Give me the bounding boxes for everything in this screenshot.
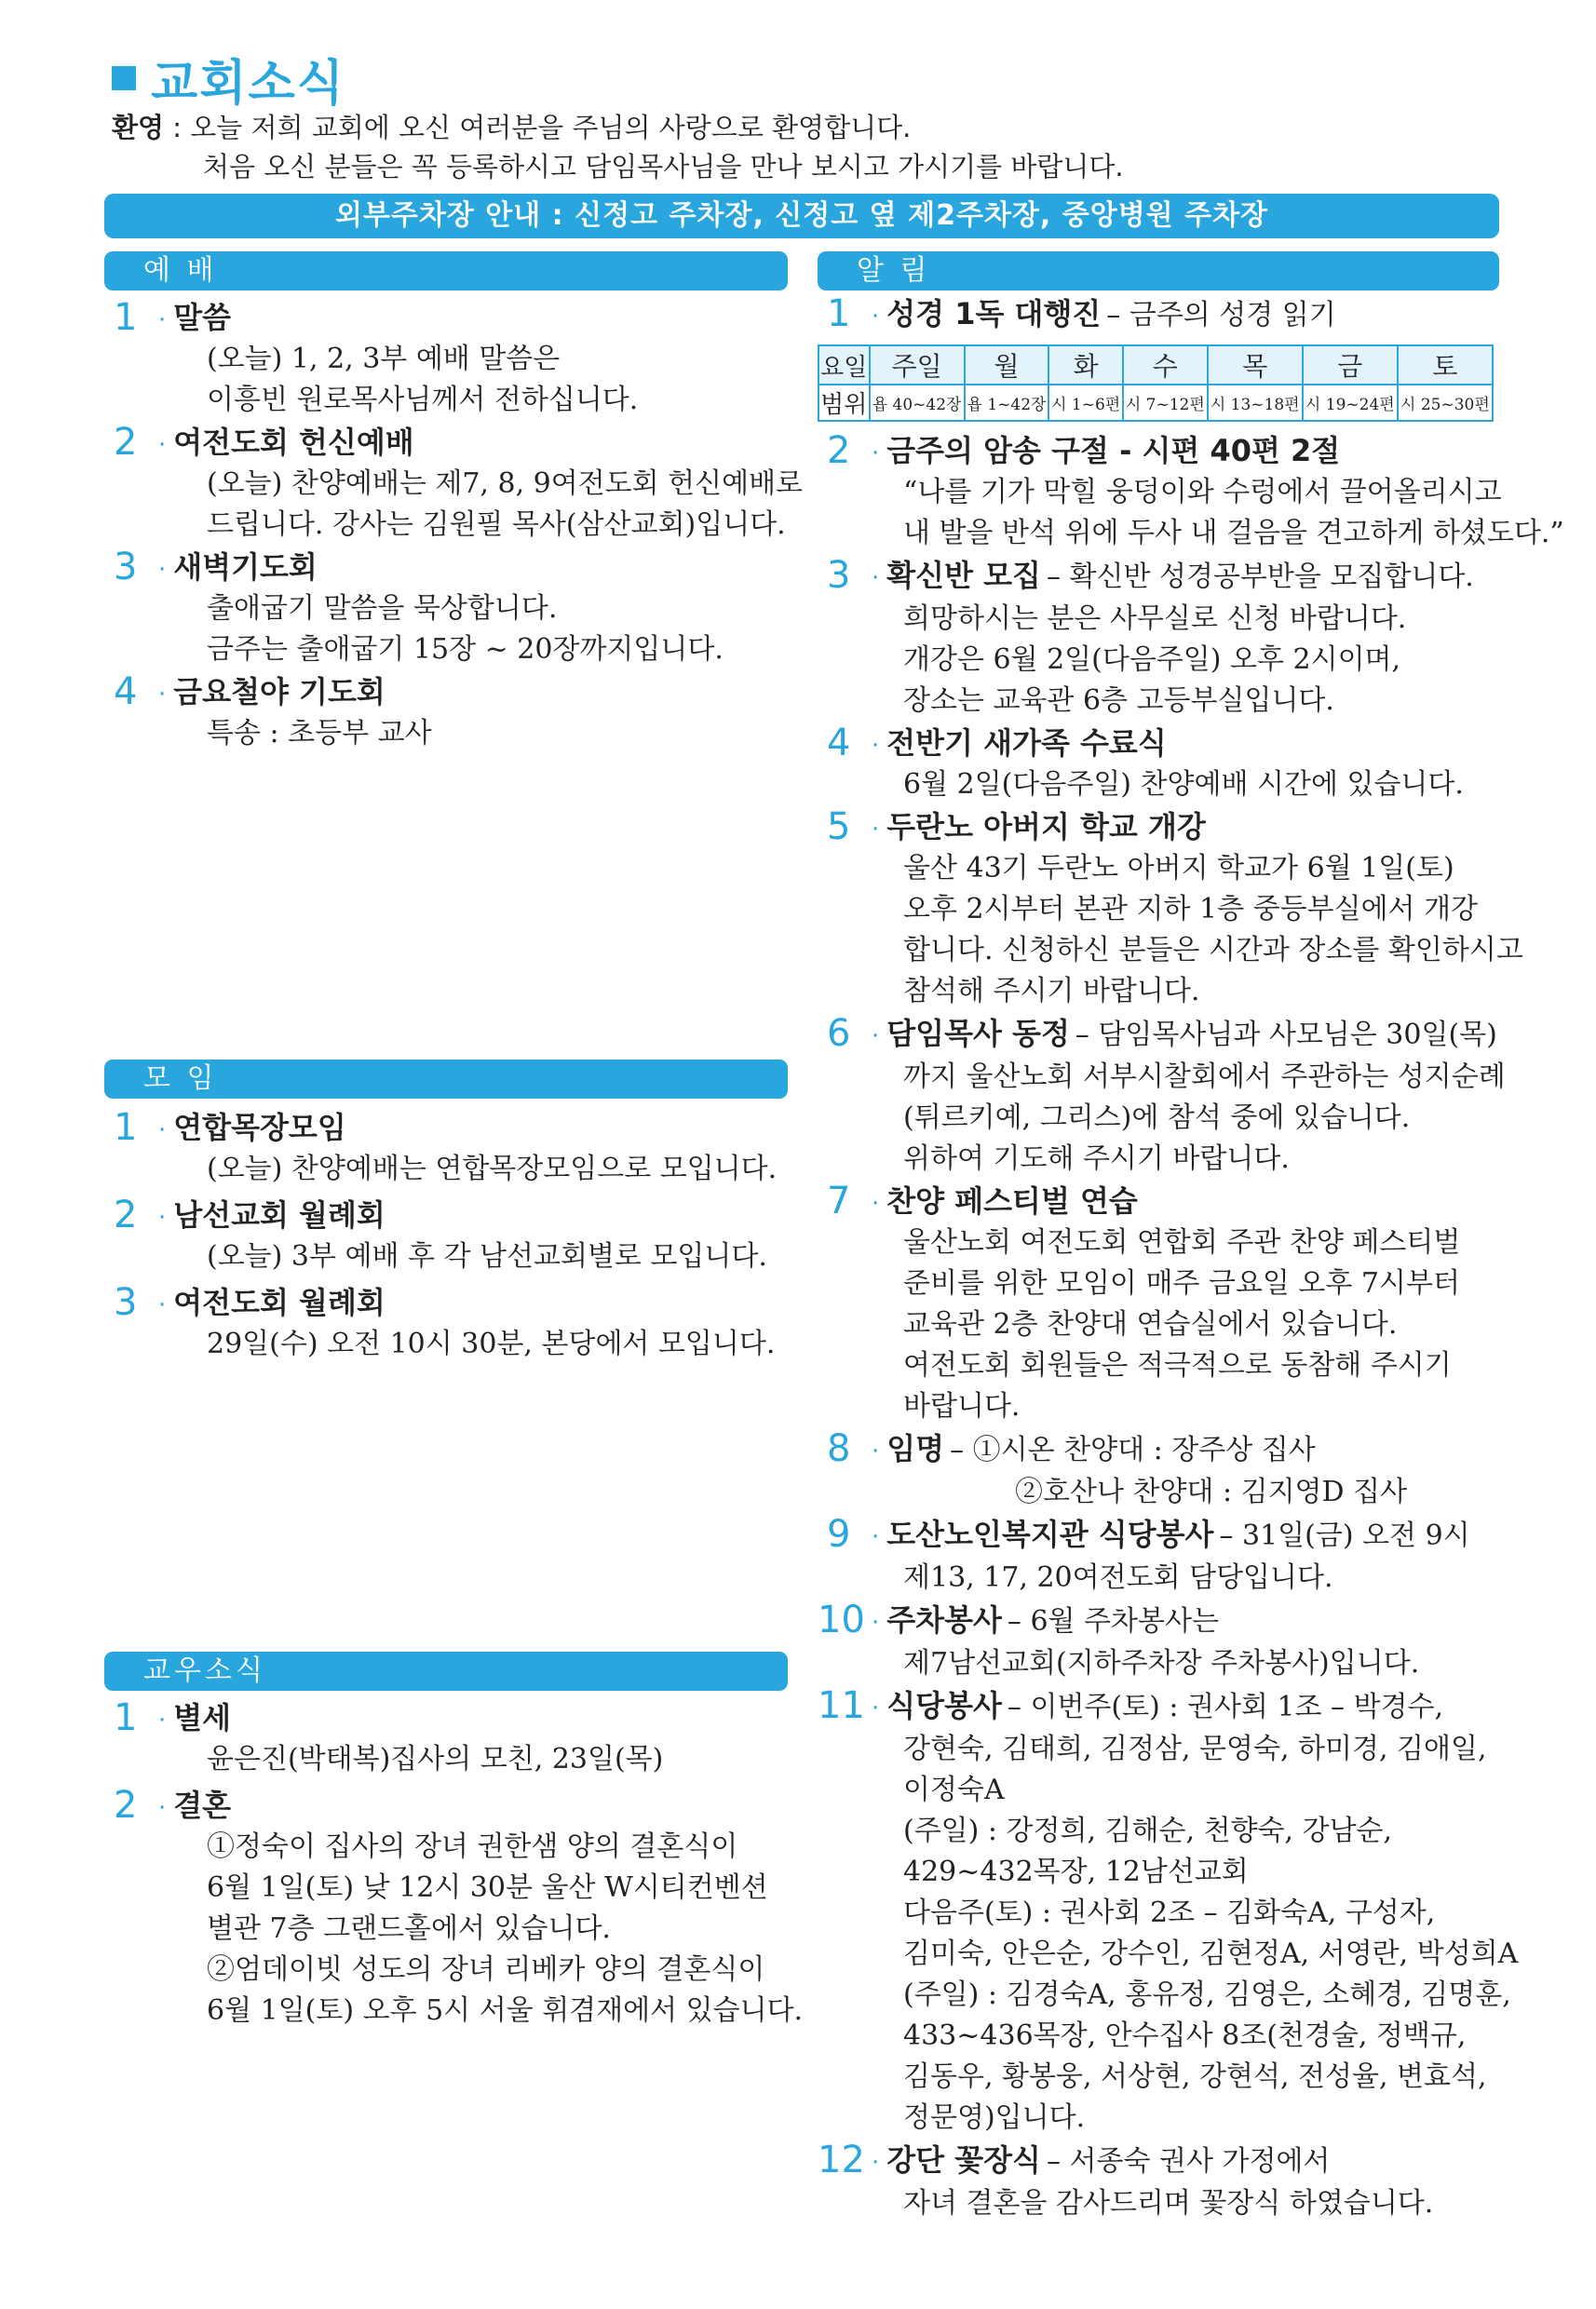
item-text-line: 희망하시는 분은 사무실로 신청 바랍니다. bbox=[903, 602, 1407, 635]
welcome-line-2: 처음 오신 분들은 꼭 등록하시고 담임목사님을 만나 보시고 가시기를 바랍니다. bbox=[203, 151, 1124, 182]
item-heading bbox=[158, 1194, 788, 1236]
item-title: 성경 1독 대행진 bbox=[886, 296, 1102, 331]
header bbox=[112, 48, 1508, 186]
item-text-line: 울산노회 여전도회 연합회 주관 찬양 페스티벌 bbox=[903, 1226, 1461, 1259]
item-text-line: ①정숙이 집사의 장녀 권한샘 양의 결혼식이 bbox=[207, 1830, 738, 1863]
item-number: 3 bbox=[114, 546, 138, 588]
item-title-detail: – 31일(금) 오전 9시 bbox=[1219, 1519, 1470, 1552]
item-text-line: ②호산나 찬양대 : 김지영D 집사 bbox=[903, 1476, 1408, 1508]
item-text-line: 개강은 6월 2일(다음주일) 오후 2시이며, bbox=[903, 643, 1401, 676]
item-number: 8 bbox=[827, 1427, 851, 1470]
dot-separator: · bbox=[158, 1707, 167, 1735]
list-item bbox=[818, 1684, 1519, 2139]
square-bullet-icon bbox=[112, 66, 136, 90]
schedule-range-cell: 욥 40~42장 bbox=[870, 385, 965, 421]
list-item bbox=[818, 1599, 1499, 1684]
item-text-line: (오늘) 1, 2, 3부 예배 말씀은 bbox=[207, 343, 561, 375]
item-title: 별세 bbox=[173, 1700, 232, 1735]
item-text-line: 김미숙, 안은순, 강수인, 김현정A, 서영란, 박성희A bbox=[903, 1938, 1519, 1970]
title-row bbox=[112, 48, 1508, 112]
list-item bbox=[104, 546, 788, 670]
item-text-line: 별관 7층 그랜드홀에서 있습니다. bbox=[207, 1912, 611, 1945]
item-text-line: 29일(수) 오전 10시 30분, 본당에서 모입니다. bbox=[207, 1328, 776, 1360]
schedule-days-row bbox=[818, 345, 1493, 385]
dot-separator: · bbox=[158, 1291, 167, 1319]
item-title: 확신반 모집 bbox=[886, 558, 1041, 593]
item-number: 1 bbox=[114, 1696, 138, 1739]
item-text-line: 준비를 위한 모임이 매주 금요일 오후 7시부터 bbox=[903, 1267, 1460, 1300]
item-title-detail: – 금주의 성경 읽기 bbox=[1106, 299, 1336, 331]
members-section bbox=[104, 1652, 804, 2032]
item-text-line: (오늘) 찬양예배는 제7, 8, 9여전도회 헌신예배로 bbox=[207, 467, 804, 500]
item-text-line: 제13, 17, 20여전도회 담당입니다. bbox=[903, 1561, 1333, 1594]
welcome-line-1 bbox=[112, 108, 1508, 147]
notices-section bbox=[818, 251, 1564, 2224]
item-text-line: 특송 : 초등부 교사 bbox=[207, 717, 432, 749]
item-number: 2 bbox=[114, 1784, 138, 1827]
item-heading bbox=[872, 1180, 1499, 1222]
dot-separator: · bbox=[872, 2149, 880, 2177]
schedule-day-cell: 화 bbox=[1048, 345, 1122, 385]
schedule-range-cell: 시 25~30편 bbox=[1398, 385, 1493, 421]
item-title: 결혼 bbox=[173, 1788, 232, 1823]
list-item bbox=[818, 1012, 1506, 1180]
item-text-line: 울산 43기 두란노 아버지 학교가 6월 1일(토) bbox=[903, 852, 1454, 884]
item-text-line: 이흥빈 원로목사님께서 전하십니다. bbox=[207, 384, 639, 416]
dot-separator: · bbox=[872, 303, 880, 331]
item-heading bbox=[872, 1599, 1499, 1643]
item-text-line: (주일) : 강정희, 김해순, 천향숙, 강남순, bbox=[903, 1815, 1393, 1847]
item-title: 연합목장모임 bbox=[173, 1110, 346, 1145]
reading-schedule-table bbox=[818, 344, 1494, 422]
item-heading bbox=[158, 546, 788, 588]
item-heading bbox=[158, 296, 788, 339]
dot-separator: · bbox=[158, 1116, 167, 1144]
dot-separator: · bbox=[158, 1794, 167, 1822]
item-number: 1 bbox=[827, 292, 851, 335]
list-item bbox=[818, 805, 1523, 1012]
schedule-range-cell: 범위 bbox=[818, 385, 870, 421]
schedule-day-cell: 월 bbox=[965, 345, 1049, 385]
schedule-day-cell: 수 bbox=[1123, 345, 1208, 385]
item-heading bbox=[872, 429, 1499, 472]
dot-separator: · bbox=[872, 1190, 880, 1218]
item-heading bbox=[158, 421, 788, 464]
item-text-line: 433~436목장, 안수집사 8조(천경술, 정백규, bbox=[903, 2019, 1467, 2052]
item-text-line: 제7남선교회(지하주차장 주차봉사)입니다. bbox=[903, 1647, 1420, 1680]
item-text-line: 6월 1일(토) 낮 12시 30분 울산 W시티컨벤션 bbox=[207, 1871, 768, 1904]
item-text-line: (주일) : 김경숙A, 홍유정, 김영은, 소혜경, 김명훈, bbox=[903, 1978, 1511, 2011]
dot-separator: · bbox=[872, 439, 880, 467]
page-title: 교회소식 bbox=[151, 55, 345, 112]
dot-separator: · bbox=[872, 816, 880, 844]
meetings-list bbox=[104, 1106, 788, 1365]
item-text-line: 자녀 결혼을 감사드리며 꽃장식 하였습니다. bbox=[903, 2187, 1434, 2220]
welcome-label: 환영 bbox=[112, 112, 165, 143]
parking-banner: 외부주차장 안내 : 신정고 주차장, 신정고 옆 제2주차장, 중앙병원 주차장 bbox=[104, 194, 1499, 238]
item-title: 두란노 아버지 학교 개강 bbox=[886, 809, 1206, 844]
item-number: 3 bbox=[114, 1281, 138, 1324]
section-header-worship: 예 배 bbox=[104, 251, 788, 290]
item-text-line: (오늘) 찬양예배는 연합목장모임으로 모입니다. bbox=[207, 1153, 778, 1185]
item-heading bbox=[872, 722, 1499, 764]
dot-separator: · bbox=[872, 1695, 880, 1722]
schedule-range-cell: 시 1~6편 bbox=[1048, 385, 1122, 421]
item-number: 5 bbox=[827, 805, 851, 848]
item-title: 여전도회 헌신예배 bbox=[173, 425, 414, 460]
item-number: 12 bbox=[818, 2139, 865, 2181]
schedule-range-cell: 시 13~18편 bbox=[1208, 385, 1303, 421]
item-title: 담임목사 동정 bbox=[886, 1016, 1070, 1051]
item-heading bbox=[158, 1696, 788, 1739]
item-title: 금요철야 기도회 bbox=[173, 674, 385, 709]
members-list bbox=[104, 1696, 804, 2032]
item-title: 주차봉사 bbox=[886, 1602, 1002, 1638]
item-text-line: (튀르키예, 그리스)에 참석 중에 있습니다. bbox=[903, 1101, 1411, 1134]
item-number: 2 bbox=[827, 429, 851, 472]
item-title-detail: – 담임목사님과 사모님은 30일(목) bbox=[1075, 1019, 1497, 1051]
item-text-line: 까지 울산노회 서부시찰회에서 주관하는 성지순례 bbox=[903, 1060, 1506, 1093]
dot-separator: · bbox=[158, 431, 167, 459]
list-item bbox=[104, 1194, 788, 1277]
item-text-line: 참석해 주시기 바랍니다. bbox=[903, 975, 1200, 1007]
item-title-detail: – 6월 주차봉사는 bbox=[1007, 1605, 1219, 1638]
worship-section bbox=[104, 251, 804, 754]
item-text-line: ②엄데이빗 성도의 장녀 리베카 양의 결혼식이 bbox=[207, 1953, 765, 1986]
item-title-detail: – ①시온 찬양대 : 장주상 집사 bbox=[950, 1434, 1316, 1466]
dot-separator: · bbox=[872, 564, 880, 592]
item-title: 새벽기도회 bbox=[173, 549, 318, 585]
list-item bbox=[818, 1513, 1499, 1599]
item-number: 2 bbox=[114, 421, 138, 464]
item-heading bbox=[872, 1513, 1499, 1558]
item-number: 7 bbox=[827, 1180, 851, 1222]
list-item bbox=[818, 292, 1499, 422]
section-header-meetings: 모 임 bbox=[104, 1060, 788, 1099]
list-item bbox=[104, 1784, 804, 2032]
item-text-line: 드립니다. 강사는 김원필 목사(삼산교회)입니다. bbox=[207, 508, 786, 541]
item-number: 10 bbox=[818, 1599, 865, 1641]
list-item bbox=[104, 670, 788, 754]
dot-separator: · bbox=[872, 1022, 880, 1050]
item-number: 11 bbox=[818, 1684, 865, 1727]
item-title: 말씀 bbox=[173, 300, 232, 335]
schedule-range-row bbox=[818, 385, 1493, 421]
dot-separator: · bbox=[158, 306, 167, 334]
item-text-line: 출애굽기 말씀을 묵상합니다. bbox=[207, 592, 558, 625]
list-item bbox=[104, 1696, 788, 1780]
item-title: 강단 꽃장식 bbox=[886, 2142, 1041, 2178]
item-heading bbox=[872, 2139, 1499, 2183]
item-text-line: 내 발을 반석 위에 두사 내 걸음을 견고하게 하셨도다.” bbox=[903, 517, 1564, 549]
item-text-line: 김동우, 황봉웅, 서상현, 강현석, 전성율, 변효석, bbox=[903, 2060, 1487, 2093]
dot-separator: · bbox=[872, 1438, 880, 1465]
item-number: 1 bbox=[114, 296, 138, 339]
welcome-text-1: : 오늘 저희 교회에 오신 여러분을 주님의 사랑으로 환영합니다. bbox=[164, 112, 912, 143]
item-number: 3 bbox=[827, 554, 851, 597]
item-text-line: 교육관 2층 찬양대 연습실에서 있습니다. bbox=[903, 1308, 1398, 1341]
item-text-line: 위하여 기도해 주시기 바랍니다. bbox=[903, 1142, 1290, 1175]
item-title: 식당봉사 bbox=[886, 1688, 1002, 1723]
list-item bbox=[818, 1427, 1499, 1513]
list-item bbox=[104, 421, 804, 546]
schedule-day-cell: 토 bbox=[1398, 345, 1493, 385]
item-text-line: 429~432목장, 12남선교회 bbox=[903, 1856, 1249, 1888]
item-text-line: 윤은진(박태복)집사의 모친, 23일(목) bbox=[207, 1743, 664, 1776]
schedule-day-cell: 주일 bbox=[870, 345, 965, 385]
schedule-range-cell: 시 7~12편 bbox=[1123, 385, 1208, 421]
item-heading bbox=[872, 1012, 1499, 1057]
item-heading bbox=[872, 292, 1499, 337]
item-text-line: 강현숙, 김태희, 김정삼, 문영숙, 하미경, 김애일, bbox=[903, 1733, 1487, 1765]
item-title: 여전도회 월례회 bbox=[173, 1285, 385, 1320]
item-text-line: 바랍니다. bbox=[903, 1390, 1021, 1423]
item-heading bbox=[158, 1281, 788, 1324]
item-text-line: 정문영)입니다. bbox=[903, 2101, 1086, 2134]
list-item bbox=[818, 429, 1564, 554]
item-heading bbox=[872, 554, 1499, 599]
worship-list bbox=[104, 296, 804, 754]
list-item bbox=[104, 1106, 788, 1190]
item-text-line: 6월 1일(토) 오후 5시 서울 휘겸재에서 있습니다. bbox=[207, 1994, 804, 2027]
item-text-line: 합니다. 신청하신 분들은 시간과 장소를 확인하시고 bbox=[903, 934, 1523, 966]
item-heading bbox=[158, 1784, 788, 1827]
item-number: 6 bbox=[827, 1012, 851, 1055]
item-title-detail: – 서종숙 권사 가정에서 bbox=[1046, 2145, 1331, 2178]
list-item bbox=[818, 722, 1499, 805]
notices-list bbox=[818, 292, 1564, 2224]
list-item bbox=[104, 296, 788, 421]
list-item bbox=[818, 554, 1499, 722]
schedule-day-cell: 금 bbox=[1303, 345, 1398, 385]
item-heading bbox=[872, 1427, 1499, 1472]
item-number: 9 bbox=[827, 1513, 851, 1556]
meetings-section bbox=[104, 1060, 788, 1365]
item-text-line: 금주는 출애굽기 15장 ~ 20장까지입니다. bbox=[207, 633, 724, 666]
item-heading bbox=[872, 1684, 1499, 1729]
dot-separator: · bbox=[872, 1523, 880, 1551]
item-title: 남선교회 월례회 bbox=[173, 1197, 385, 1233]
item-number: 4 bbox=[114, 670, 138, 713]
item-text-line: (오늘) 3부 예배 후 각 남선교회별로 모입니다. bbox=[207, 1240, 767, 1273]
dot-separator: · bbox=[158, 556, 167, 584]
dot-separator: · bbox=[158, 1204, 167, 1232]
item-number: 1 bbox=[114, 1106, 138, 1149]
list-item bbox=[104, 1281, 788, 1365]
item-text-line: 여전도회 회원들은 적극적으로 동참해 주시기 bbox=[903, 1349, 1452, 1382]
item-text-line: 6월 2일(다음주일) 찬양예배 시간에 있습니다. bbox=[903, 768, 1464, 801]
item-title-detail: – 이번주(토) : 권사회 1조 – 박경수, bbox=[1007, 1691, 1444, 1723]
schedule-day-cell: 목 bbox=[1208, 345, 1303, 385]
item-number: 4 bbox=[827, 722, 851, 764]
schedule-range-cell: 시 19~24편 bbox=[1303, 385, 1398, 421]
item-text-line: 장소는 교육관 6층 고등부실입니다. bbox=[903, 684, 1334, 717]
dot-separator: · bbox=[158, 681, 167, 709]
schedule-range-cell: 욥 1~42장 bbox=[965, 385, 1049, 421]
item-title: 도산노인복지관 식당봉사 bbox=[886, 1517, 1214, 1552]
list-item bbox=[818, 2139, 1499, 2224]
item-title: 금주의 암송 구절 - 시편 40편 2절 bbox=[886, 433, 1341, 468]
item-text-line: 오후 2시부터 본관 지하 1층 중등부실에서 개강 bbox=[903, 893, 1479, 925]
dot-separator: · bbox=[872, 1609, 880, 1637]
item-heading bbox=[872, 805, 1499, 848]
item-title: 전반기 새가족 수료식 bbox=[886, 725, 1167, 761]
list-item bbox=[818, 1180, 1499, 1427]
schedule-day-cell: 요일 bbox=[818, 345, 870, 385]
item-title: 임명 bbox=[886, 1431, 945, 1466]
section-header-members: 교우소식 bbox=[104, 1652, 788, 1691]
section-header-notices: 알 림 bbox=[818, 251, 1499, 290]
item-text-line: 이정숙A bbox=[903, 1774, 1005, 1806]
item-text-line: “나를 기가 막힐 웅덩이와 수렁에서 끌어올리시고 bbox=[903, 476, 1502, 508]
item-title-detail: – 확신반 성경공부반을 모집합니다. bbox=[1046, 560, 1474, 593]
item-number: 2 bbox=[114, 1194, 138, 1236]
item-heading bbox=[158, 1106, 788, 1149]
item-title: 찬양 페스티벌 연습 bbox=[886, 1183, 1138, 1219]
dot-separator: · bbox=[872, 732, 880, 760]
item-text-line: 다음주(토) : 권사회 2조 – 김화숙A, 구성자, bbox=[903, 1897, 1436, 1929]
item-heading bbox=[158, 670, 788, 713]
